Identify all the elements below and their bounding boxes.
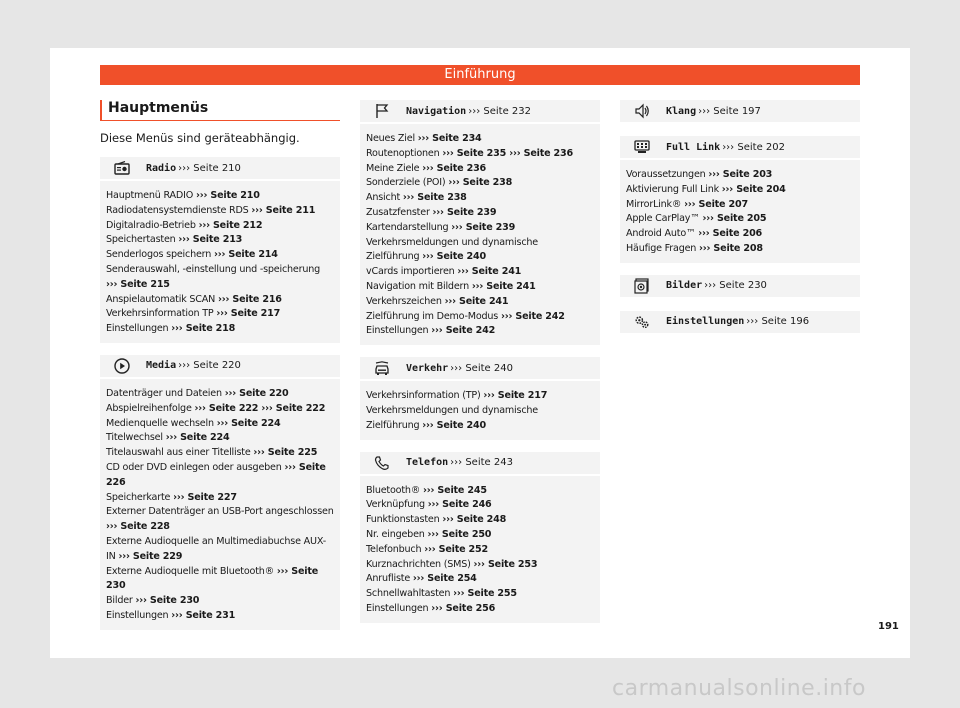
radio-box [100, 157, 340, 343]
traffic-icon [374, 360, 390, 376]
list-item: Senderlogos speichern ››› Seite 214 [106, 249, 278, 261]
list-item: Verkehrsinformation (TP) ››› Seite 217 [366, 390, 548, 402]
column-right [620, 100, 860, 347]
list-item: Einstellungen ››› Seite 242 [366, 325, 496, 337]
list-item: Sonderziele (POI) ››› Seite 238 [366, 177, 513, 189]
navigation-box-name: Navigation [406, 105, 467, 117]
list-item: Bilder ››› Seite 230 [106, 595, 200, 607]
verkehr-box [360, 357, 600, 439]
page-number: 191 [878, 621, 899, 632]
fulllink-box [620, 136, 860, 263]
list-item: Kurznachrichten (SMS) ››› Seite 253 [366, 558, 538, 570]
navigation-box-body [360, 124, 600, 345]
gears-icon [634, 314, 650, 330]
einstellungen-box-ref: ››› Seite 196 [746, 316, 810, 328]
list-item: Verkehrsmeldungen und dynamische Zielführung ››› Seite 240 [366, 236, 538, 263]
list-item: Anrufliste ››› Seite 254 [366, 573, 477, 585]
klang-box-header [620, 100, 860, 124]
telefon-box-header [360, 452, 600, 476]
list-item: Radiodatensystemdienste RDS ››› Seite 211 [106, 204, 316, 216]
speaker-icon [634, 103, 650, 119]
list-item: Anspielautomatik SCAN ››› Seite 216 [106, 293, 282, 305]
list-item: Verkehrsinformation TP ››› Seite 217 [106, 308, 281, 320]
radio-box-name: Radio [146, 162, 177, 174]
navigation-box-header [360, 100, 600, 124]
radio-box-ref: ››› Seite 210 [178, 162, 241, 174]
list-item: Funktionstasten ››› Seite 248 [366, 514, 507, 526]
list-item: Kartendarstellung ››› Seite 239 [366, 221, 516, 233]
list-item: Bluetooth® ››› Seite 245 [366, 484, 487, 496]
list-item: vCards importieren ››› Seite 241 [366, 266, 522, 278]
klang-box [620, 100, 860, 124]
telefon-box-body [360, 476, 600, 623]
watermark: carmanualsonline.info [612, 676, 866, 701]
section-title: Hauptmenüs [100, 100, 340, 121]
einstellungen-box-name: Einstellungen [666, 316, 745, 328]
bilder-box-ref: ››› Seite 230 [704, 280, 767, 292]
list-item: Titelwechsel ››› Seite 224 [106, 432, 230, 444]
bilder-box-name: Bilder [666, 280, 703, 292]
list-item: Abspielreihenfolge ››› Seite 222 ››› Seite 222 [106, 402, 326, 414]
list-item: Digitalradio-Betrieb ››› Seite 212 [106, 219, 263, 231]
verkehr-box-name: Verkehr [406, 362, 449, 374]
list-item: Datenträger und Dateien ››› Seite 220 [106, 387, 289, 399]
einstellungen-box-header [620, 311, 860, 335]
media-box-name: Media [146, 360, 177, 372]
list-item: Medienquelle wechseln ››› Seite 224 [106, 417, 281, 429]
verkehr-box-body [360, 381, 600, 439]
list-item: Meine Ziele ››› Seite 236 [366, 162, 487, 174]
telefon-box-ref: ››› Seite 243 [450, 457, 513, 469]
bilder-box [620, 275, 860, 299]
klang-box-ref: ››› Seite 197 [698, 105, 761, 117]
list-item: Neues Ziel ››› Seite 234 [366, 133, 482, 144]
klang-box-name: Klang [666, 105, 697, 117]
verkehr-box-ref: ››› Seite 240 [450, 362, 513, 374]
list-item: Einstellungen ››› Seite 256 [366, 602, 496, 614]
list-item: Android Auto™ ››› Seite 206 [626, 228, 763, 240]
list-item: Speichertasten ››› Seite 213 [106, 234, 243, 246]
navigation-box-ref: ››› Seite 232 [468, 105, 532, 117]
list-item: Zusatzfenster ››› Seite 239 [366, 206, 497, 218]
navigation-box [360, 100, 600, 345]
fulllink-box-name: Full Link [666, 141, 721, 153]
list-item: Externe Audioquelle an Multimediabuchse AUX-IN ››› Seite 229 [106, 535, 326, 562]
list-item: Hauptmenü RADIO ››› Seite 210 [106, 190, 260, 201]
media-box [100, 355, 340, 630]
column-middle [360, 100, 600, 635]
einstellungen-box [620, 311, 860, 335]
list-item: Routenoptionen ››› Seite 235 ››› Seite 236 [366, 147, 573, 159]
list-item: Einstellungen ››› Seite 218 [106, 323, 236, 335]
list-item: Zielführung im Demo-Modus ››› Seite 242 [366, 310, 565, 322]
radio-box-body [100, 181, 340, 343]
list-item: Aktivierung Full Link ››› Seite 204 [626, 183, 786, 195]
list-item: Externer Datenträger an USB-Port angeschlossen ››› Seite 228 [106, 506, 334, 533]
list-item: Verknüpfung ››› Seite 246 [366, 499, 492, 511]
media-box-ref: ››› Seite 220 [178, 360, 241, 372]
list-item: Ansicht ››› Seite 238 [366, 192, 467, 204]
fulllink-box-ref: ››› Seite 202 [722, 141, 785, 153]
phone-icon [374, 455, 390, 471]
list-item: Speicherkarte ››› Seite 227 [106, 491, 237, 503]
list-item: Apple CarPlay™ ››› Seite 205 [626, 213, 767, 225]
list-item: Verkehrsmeldungen und dynamische Zielführung ››› Seite 240 [366, 404, 538, 431]
column-left [100, 100, 340, 642]
full-link-icon [634, 139, 650, 155]
section-intro: Diese Menüs sind geräteabhängig. [100, 131, 300, 145]
media-box-header [100, 355, 340, 379]
list-item: Häufige Fragen ››› Seite 208 [626, 242, 763, 254]
telefon-box-name: Telefon [406, 457, 449, 469]
list-item: CD oder DVD einlegen oder ausgeben ››› Seite 226 [106, 461, 326, 488]
list-item: Nr. eingeben ››› Seite 250 [366, 528, 492, 540]
list-item: Titelauswahl aus einer Titelliste ››› Seite 225 [106, 447, 318, 459]
flag-icon [374, 103, 390, 119]
verkehr-box-header [360, 357, 600, 381]
fulllink-box-header [620, 136, 860, 160]
list-item: Voraussetzungen ››› Seite 203 [626, 169, 773, 180]
fulllink-box-body [620, 160, 860, 263]
list-item: Verkehrszeichen ››› Seite 241 [366, 295, 509, 307]
list-item: Externe Audioquelle mit Bluetooth® ››› Seite 230 [106, 565, 319, 592]
picture-icon [634, 278, 650, 294]
radio-icon [114, 160, 130, 176]
bilder-box-header [620, 275, 860, 299]
list-item: Telefonbuch ››› Seite 252 [366, 543, 488, 555]
list-item: Einstellungen ››› Seite 231 [106, 609, 236, 621]
list-item: Schnellwahltasten ››› Seite 255 [366, 588, 517, 600]
list-item: Senderauswahl, -einstellung und -speicherung ››› Seite 215 [106, 263, 321, 290]
media-box-body [100, 379, 340, 630]
radio-box-header [100, 157, 340, 181]
telefon-box [360, 452, 600, 623]
list-item: Navigation mit Bildern ››› Seite 241 [366, 280, 536, 292]
play-icon [114, 358, 130, 374]
chapter-header: Einführung [100, 65, 860, 85]
list-item: MirrorLink® ››› Seite 207 [626, 198, 748, 210]
